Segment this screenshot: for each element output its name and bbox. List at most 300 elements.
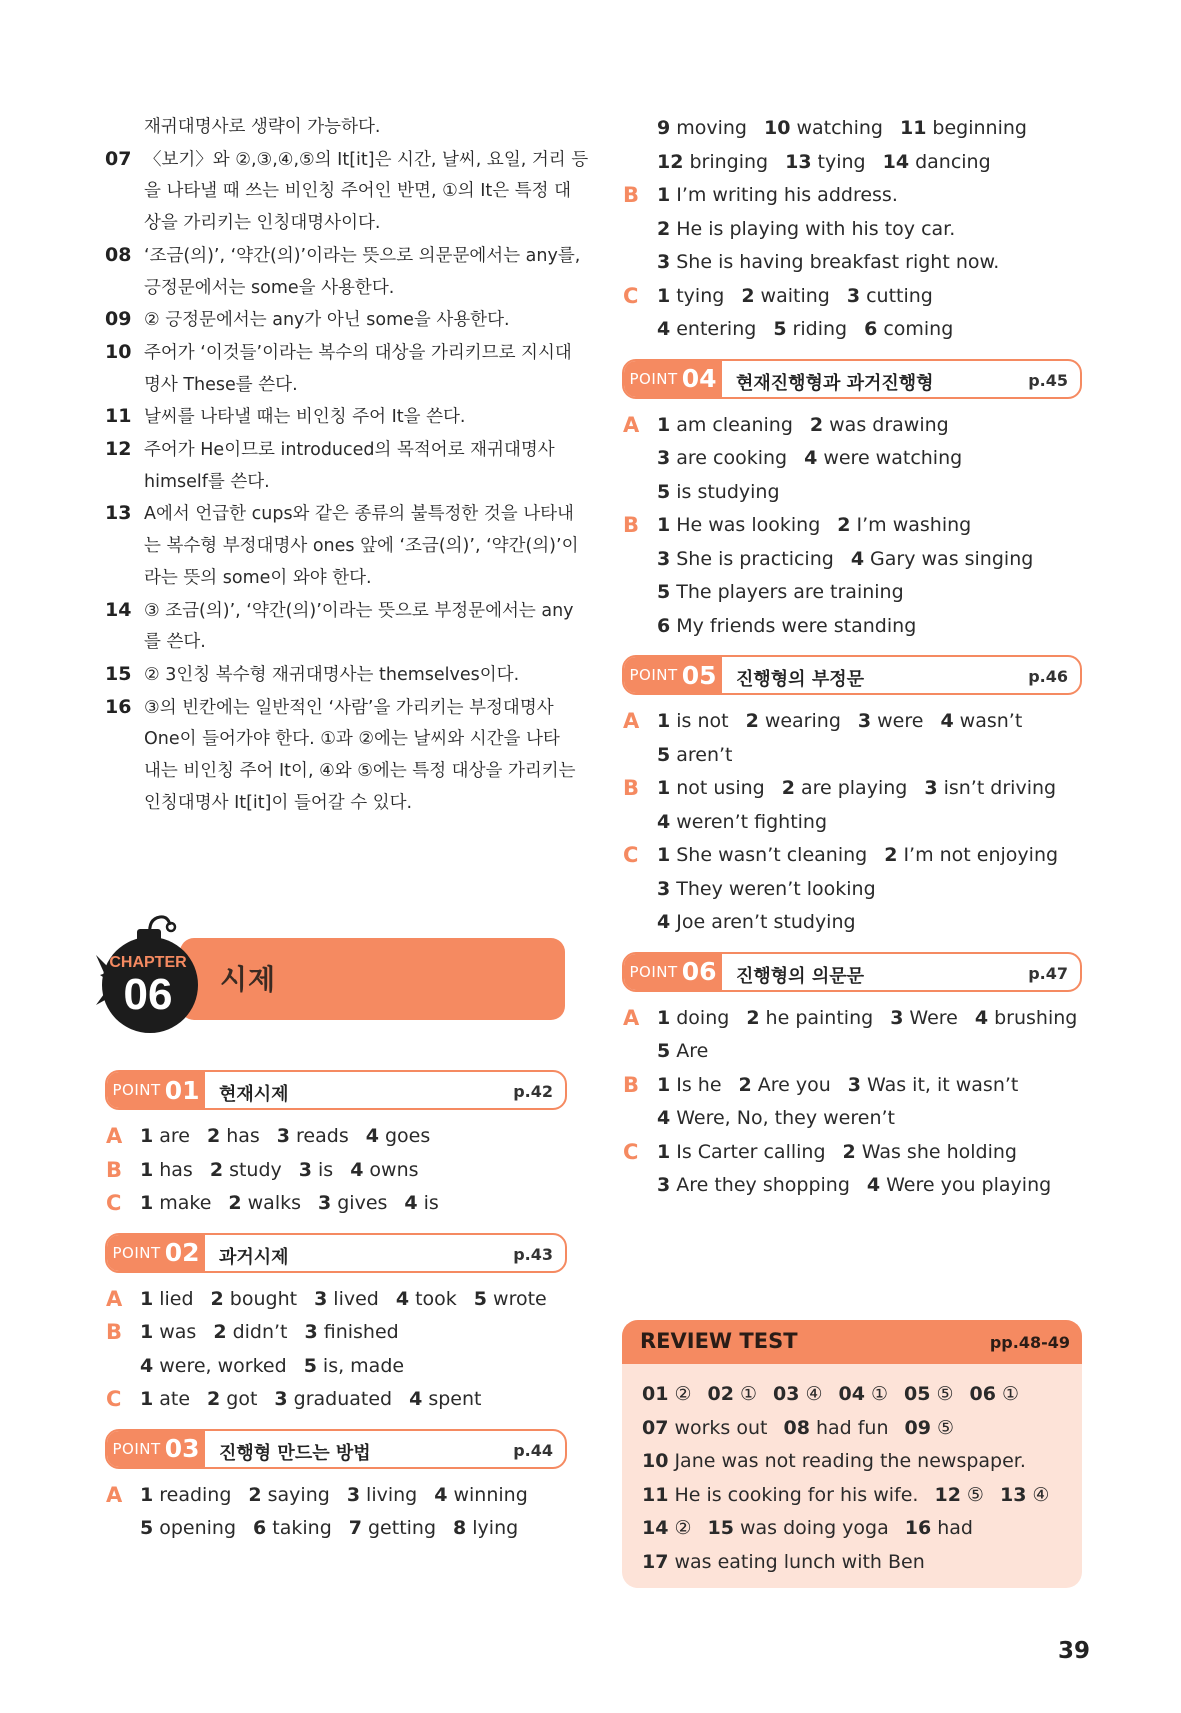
explanation-line	[105, 434, 567, 467]
answer-text: My friends were standing	[676, 614, 917, 637]
review-number: 17	[642, 1550, 669, 1573]
answer-number: 2	[741, 284, 755, 307]
answer-text: saying	[267, 1483, 330, 1506]
answer-line	[105, 1187, 567, 1221]
explanation-text: 날씨를 나타낼 때는 비인칭 주어 It을 쓴다.	[144, 407, 466, 428]
explanation-text: 주어가 He이므로 introduced의 목적어로 재귀대명사	[144, 440, 555, 461]
review-number: 06	[969, 1383, 996, 1405]
answer-line	[622, 146, 1082, 180]
answer-number: 3	[314, 1287, 328, 1310]
answer-text: Were you playing	[886, 1174, 1052, 1196]
point-page: p.44	[513, 1440, 553, 1460]
answer-text: lied	[159, 1287, 194, 1310]
answer-item	[657, 581, 904, 603]
explanation-line	[105, 240, 581, 273]
section-letter: C	[623, 283, 639, 308]
answer-text: bringing	[689, 150, 769, 173]
right-top-answers	[622, 112, 1082, 347]
answer-line	[622, 705, 1082, 739]
answer-number: 4	[657, 1107, 671, 1129]
explanation-text: One이 들어가야 한다. ①과 ②에는 날씨와 시간을 나타	[144, 729, 560, 750]
explanation-line	[105, 659, 567, 692]
answer-text: were watching	[823, 447, 963, 469]
review-item	[934, 1484, 984, 1506]
answer-text: She wasn’t cleaning	[676, 844, 868, 866]
review-line	[642, 1412, 1082, 1446]
answer-item	[739, 1074, 831, 1096]
answer-item	[314, 1288, 379, 1310]
point-number: 05	[681, 660, 717, 690]
answer-line	[622, 1002, 1082, 1036]
explanation-line	[105, 208, 567, 240]
answer-number: 2	[210, 1287, 224, 1310]
answer-item	[657, 117, 747, 139]
explanation-line	[105, 176, 571, 208]
point-tag	[107, 1072, 205, 1108]
answer-number: 4	[434, 1483, 448, 1506]
review-item	[642, 1484, 918, 1506]
section-letter: B	[623, 183, 640, 207]
review-number: 08	[783, 1416, 810, 1439]
answer-lines	[105, 1479, 567, 1546]
answer-item	[746, 1007, 873, 1029]
explanation-line	[105, 756, 576, 788]
answer-item	[299, 1159, 333, 1181]
answer-text: gives	[337, 1192, 388, 1214]
answer-item	[228, 1192, 301, 1214]
answer-item	[804, 447, 962, 469]
answer-number: 1	[140, 1192, 154, 1214]
answer-number: 4	[804, 447, 818, 469]
review-item	[708, 1383, 758, 1405]
section-letter: A	[106, 1124, 123, 1148]
answer-text: Are you	[757, 1073, 831, 1096]
answer-text: coming	[883, 318, 954, 340]
point-title: 과거시제	[219, 1246, 289, 1268]
section-letter: B	[623, 1072, 640, 1097]
answer-text: walks	[247, 1192, 302, 1214]
answer-number: 1	[657, 413, 671, 436]
answer-line	[622, 906, 1082, 940]
answer-line	[105, 1120, 567, 1154]
answer-number: 3	[924, 777, 938, 799]
answer-text: spent	[428, 1388, 482, 1410]
explanation-line	[105, 724, 567, 756]
answer-line	[622, 112, 1082, 146]
answer-item	[858, 710, 924, 732]
answer-text: goes	[384, 1125, 431, 1147]
answer-item	[349, 1517, 436, 1539]
answer-text: riding	[792, 318, 848, 340]
review-answer: had	[937, 1517, 973, 1539]
review-number: 10	[642, 1450, 669, 1472]
answer-number: 1	[657, 710, 671, 732]
point-page: p.45	[1028, 370, 1068, 390]
answer-text: took	[415, 1287, 457, 1310]
review-number: 02	[707, 1383, 734, 1405]
answer-number: 5	[657, 743, 671, 766]
answer-text: graduated	[293, 1388, 393, 1410]
answer-text: Are	[676, 1040, 709, 1062]
review-title: REVIEW TEST	[640, 1329, 798, 1353]
explanation-line	[105, 112, 567, 144]
answer-number: 1	[140, 1388, 154, 1410]
answer-number: 2	[206, 1125, 221, 1147]
point-header	[622, 359, 1082, 399]
answer-line	[622, 576, 1082, 610]
point-page: p.42	[513, 1082, 553, 1101]
section-letter: B	[106, 1320, 123, 1344]
answer-text: opening	[159, 1517, 237, 1539]
answer-text: ate	[159, 1388, 191, 1410]
answer-text: tying	[676, 284, 725, 307]
review-answer: He is cooking for his wife.	[674, 1483, 919, 1506]
answer-text: They weren’t looking	[676, 877, 876, 900]
answer-text: wrote	[493, 1287, 547, 1310]
answer-number: 5	[657, 581, 671, 603]
point-tag	[107, 1431, 205, 1467]
section-letter: C	[106, 1387, 122, 1411]
answer-line	[622, 806, 1082, 840]
answer-text: Are they shopping	[676, 1174, 850, 1196]
answer-number: 1	[140, 1287, 154, 1310]
answer-number: 2	[213, 1321, 227, 1343]
answer-number: 3	[657, 877, 671, 900]
answer-text: beginning	[932, 117, 1027, 139]
answer-text: Joe aren’t studying	[676, 911, 856, 933]
answer-item	[318, 1192, 387, 1214]
answer-number: 4	[850, 547, 865, 570]
answer-item	[657, 1174, 850, 1196]
answer-line	[105, 1479, 567, 1513]
answer-text: is, made	[322, 1354, 405, 1377]
review-number: 11	[642, 1483, 669, 1506]
answer-text: dancing	[915, 150, 991, 173]
review-number: 05	[904, 1383, 931, 1405]
answer-line	[105, 1154, 567, 1188]
answer-text: make	[159, 1192, 212, 1214]
answer-text: has	[226, 1125, 260, 1147]
chapter-number: 06	[123, 970, 173, 1019]
answer-item	[764, 117, 883, 139]
answer-number: 14	[882, 150, 910, 173]
point-tag	[107, 1235, 205, 1271]
review-answer: ①	[870, 1383, 888, 1405]
answer-item	[657, 811, 827, 833]
answer-item	[785, 151, 866, 173]
answer-item	[366, 1125, 431, 1147]
answer-text: Were, No, they weren’t	[676, 1107, 895, 1129]
review-number: 07	[642, 1416, 669, 1439]
answer-number: 6	[864, 318, 878, 340]
answer-number: 2	[657, 217, 671, 240]
answer-item	[975, 1007, 1077, 1029]
review-answer: was doing yoga	[739, 1517, 889, 1539]
answer-item	[782, 777, 908, 799]
answer-item	[900, 117, 1027, 139]
explanation-line	[105, 692, 567, 725]
answer-number: 1	[657, 1073, 671, 1096]
review-answer: was eating lunch with Ben	[674, 1550, 925, 1573]
answer-number: 2	[738, 1073, 752, 1096]
answer-number: 11	[899, 117, 927, 139]
answer-number: 3	[657, 251, 671, 273]
answer-number: 3	[274, 1388, 288, 1410]
answer-line	[105, 1283, 567, 1317]
answer-text: are cooking	[676, 447, 788, 469]
answer-number: 1	[657, 1140, 671, 1163]
answer-text: are playing	[800, 777, 908, 799]
answer-text: He was looking	[676, 514, 821, 536]
answer-item	[657, 777, 765, 799]
review-answer: ①	[1001, 1383, 1019, 1405]
point-title: 진행형 만드는 방법	[219, 1442, 371, 1464]
answer-item	[657, 1040, 708, 1062]
answer-text: was	[159, 1321, 197, 1343]
answer-number: 1	[657, 1006, 671, 1029]
answer-number: 2	[228, 1192, 242, 1214]
review-item	[642, 1551, 925, 1573]
explanation-line	[105, 595, 574, 628]
answer-text: weren’t fighting	[676, 810, 828, 833]
answer-number: 2	[884, 844, 898, 866]
answer-item	[657, 844, 867, 866]
answer-number: 5	[773, 318, 787, 340]
answer-item	[867, 1174, 1051, 1196]
answer-text: has	[159, 1158, 193, 1181]
explanation-line	[105, 144, 589, 177]
answer-text: She is practicing	[676, 547, 834, 570]
answer-line	[622, 1069, 1082, 1103]
answer-number: 2	[209, 1158, 224, 1181]
review-number: 15	[707, 1517, 734, 1539]
answer-number: 2	[745, 710, 759, 732]
section-letter: A	[623, 412, 640, 437]
answer-number: 4	[350, 1158, 364, 1181]
answer-line	[622, 213, 1082, 247]
answer-text: owns	[369, 1158, 419, 1181]
answer-item	[657, 481, 780, 503]
explanation-line	[105, 627, 567, 659]
review-number: 04	[838, 1383, 865, 1405]
left-column	[105, 112, 589, 819]
review-body	[622, 1364, 1082, 1579]
review-item	[642, 1517, 692, 1539]
answer-item	[657, 878, 876, 900]
answer-text: lived	[333, 1287, 379, 1310]
answer-item	[434, 1484, 528, 1506]
answer-item	[657, 447, 787, 469]
section-letter: C	[106, 1191, 122, 1215]
left-points	[105, 1070, 567, 1558]
answer-text: taking	[272, 1517, 332, 1539]
answer-text: Was she holding	[861, 1140, 1017, 1163]
answer-text: isn’t driving	[943, 777, 1057, 799]
point-block	[105, 1070, 567, 1221]
answer-number: 4	[409, 1388, 423, 1410]
point-word: POINT	[629, 369, 678, 388]
review-item	[642, 1450, 1026, 1472]
answer-number: 4	[657, 810, 671, 833]
explanation-text: ② 긍정문에서는 any가 아닌 some을 사용한다.	[144, 310, 510, 331]
explanation-line	[105, 563, 567, 595]
answer-text: He is playing with his toy car.	[676, 217, 956, 240]
answer-text: getting	[368, 1517, 437, 1539]
answer-text: Was it, it wasn’t	[867, 1073, 1019, 1096]
point-header	[622, 952, 1082, 992]
answer-line	[622, 610, 1082, 644]
answer-item	[657, 1074, 722, 1096]
review-number: 03	[773, 1383, 800, 1405]
point-number: 04	[681, 364, 717, 393]
answer-line	[622, 246, 1082, 280]
answer-text: are	[159, 1125, 190, 1147]
answer-number: 13	[785, 150, 812, 173]
answer-item	[140, 1288, 194, 1310]
point-header	[105, 1429, 567, 1469]
point-title: 현재진행형과 과거진행형	[736, 372, 934, 394]
answer-item	[884, 844, 1058, 866]
answer-line	[622, 442, 1082, 476]
answer-number: 5	[140, 1517, 154, 1539]
review-item	[784, 1417, 889, 1439]
explanation-text: 〈보기〉와 ②,③,④,⑤의 It[it]은 시간, 날씨, 요일, 거리 등	[144, 149, 589, 170]
answer-item	[773, 318, 847, 340]
answer-number: 3	[657, 547, 671, 570]
answer-number: 12	[657, 150, 684, 173]
answer-text: entering	[676, 318, 757, 340]
point-header	[105, 1233, 567, 1273]
point-title: 진행형의 부정문	[736, 669, 864, 690]
answer-text: is not	[676, 710, 729, 732]
point-block	[622, 359, 1082, 644]
answer-number: 1	[140, 1158, 154, 1181]
section-letter: B	[623, 776, 640, 800]
point-header	[622, 655, 1082, 695]
answer-number: 3	[318, 1192, 332, 1214]
answer-item	[657, 744, 733, 766]
answer-item	[347, 1484, 417, 1506]
answer-number: 3	[890, 1006, 904, 1029]
answer-line	[622, 739, 1082, 773]
review-answer: works out	[674, 1416, 768, 1439]
answer-item	[657, 285, 724, 307]
explanation-text: 인칭대명사 It[it]이 들어갈 수 있다.	[144, 792, 413, 813]
answer-number: 3	[276, 1125, 291, 1147]
answer-item	[657, 414, 793, 436]
review-item	[905, 1417, 955, 1439]
explanation-text: 주어가 ‘이것들’이라는 복수의 대상을 가리키므로 지시대	[144, 342, 572, 363]
answer-line	[105, 1383, 567, 1417]
answer-item	[657, 911, 856, 933]
answer-item	[810, 414, 949, 436]
answer-text: waiting	[760, 284, 830, 307]
review-item	[904, 1383, 954, 1405]
review-item	[708, 1517, 889, 1539]
explanation-number: 15	[105, 662, 132, 685]
answer-line	[622, 509, 1082, 543]
explanation-number: 09	[105, 308, 132, 331]
review-item	[773, 1383, 823, 1405]
section-letter: C	[623, 843, 639, 867]
answer-lines	[622, 1002, 1082, 1203]
answer-number: 4	[974, 1006, 989, 1029]
answer-text: I’m writing his address.	[676, 184, 898, 206]
answer-item	[940, 710, 1022, 732]
answer-text: got	[226, 1388, 258, 1410]
review-number: 13	[999, 1483, 1027, 1506]
point-word: POINT	[112, 1243, 161, 1262]
point-block	[622, 952, 1082, 1203]
answer-text: cutting	[866, 284, 933, 307]
explanation-number: 10	[105, 340, 132, 363]
answer-item	[210, 1159, 282, 1181]
answer-line	[622, 179, 1082, 213]
answer-lines	[622, 409, 1082, 644]
answer-text: brushing	[994, 1006, 1078, 1029]
chapter-banner	[88, 905, 568, 1033]
answer-number: 7	[348, 1517, 362, 1539]
answer-text: reading	[159, 1483, 232, 1506]
explanation-text: 를 쓴다.	[144, 632, 206, 653]
answer-text: wearing	[764, 710, 841, 732]
explanation-text: ③의 빈칸에는 일반적인 ‘사람’을 가리키는 부정대명사	[144, 697, 554, 718]
point-tag	[624, 657, 722, 693]
review-answer: ②	[674, 1517, 692, 1539]
chapter-label: CHAPTER	[109, 954, 187, 971]
point-block	[622, 655, 1082, 940]
answer-item	[657, 184, 898, 206]
explanation-number: 08	[105, 243, 132, 266]
answer-item	[140, 1355, 287, 1377]
answer-item	[350, 1159, 418, 1181]
answer-item	[848, 1074, 1019, 1096]
answer-text: tying	[817, 150, 866, 173]
explanation-number: 07	[105, 147, 132, 170]
answer-number: 1	[657, 514, 671, 536]
explanation-number: 12	[105, 438, 132, 461]
point-word: POINT	[629, 666, 678, 684]
answer-number: 4	[940, 710, 954, 732]
answer-number: 3	[346, 1483, 361, 1506]
explanation-text: 재귀대명사로 생략이 가능하다.	[144, 117, 381, 137]
answer-item	[207, 1388, 257, 1410]
answer-line	[622, 1035, 1082, 1069]
answer-item	[213, 1321, 287, 1343]
answer-number: 6	[657, 614, 671, 637]
answer-line	[622, 1136, 1082, 1170]
answer-line	[622, 543, 1082, 577]
answer-number: 5	[657, 1040, 671, 1062]
answer-line	[622, 280, 1082, 314]
explanation-number: 14	[105, 598, 132, 621]
answer-lines	[622, 112, 1082, 347]
review-item	[970, 1383, 1020, 1405]
answer-number: 9	[657, 117, 671, 139]
explanation-text: himself를 쓴다.	[144, 471, 270, 492]
point-number: 01	[164, 1075, 200, 1105]
answer-item	[453, 1517, 518, 1539]
answer-item	[851, 548, 1033, 570]
review-number: 16	[904, 1517, 932, 1539]
answer-line	[622, 1169, 1082, 1203]
answer-item	[657, 151, 768, 173]
answer-number: 5	[473, 1287, 488, 1310]
answer-number: 4	[395, 1287, 410, 1310]
answer-line	[105, 1350, 567, 1384]
review-line	[642, 1512, 1082, 1546]
answer-item	[140, 1388, 190, 1410]
